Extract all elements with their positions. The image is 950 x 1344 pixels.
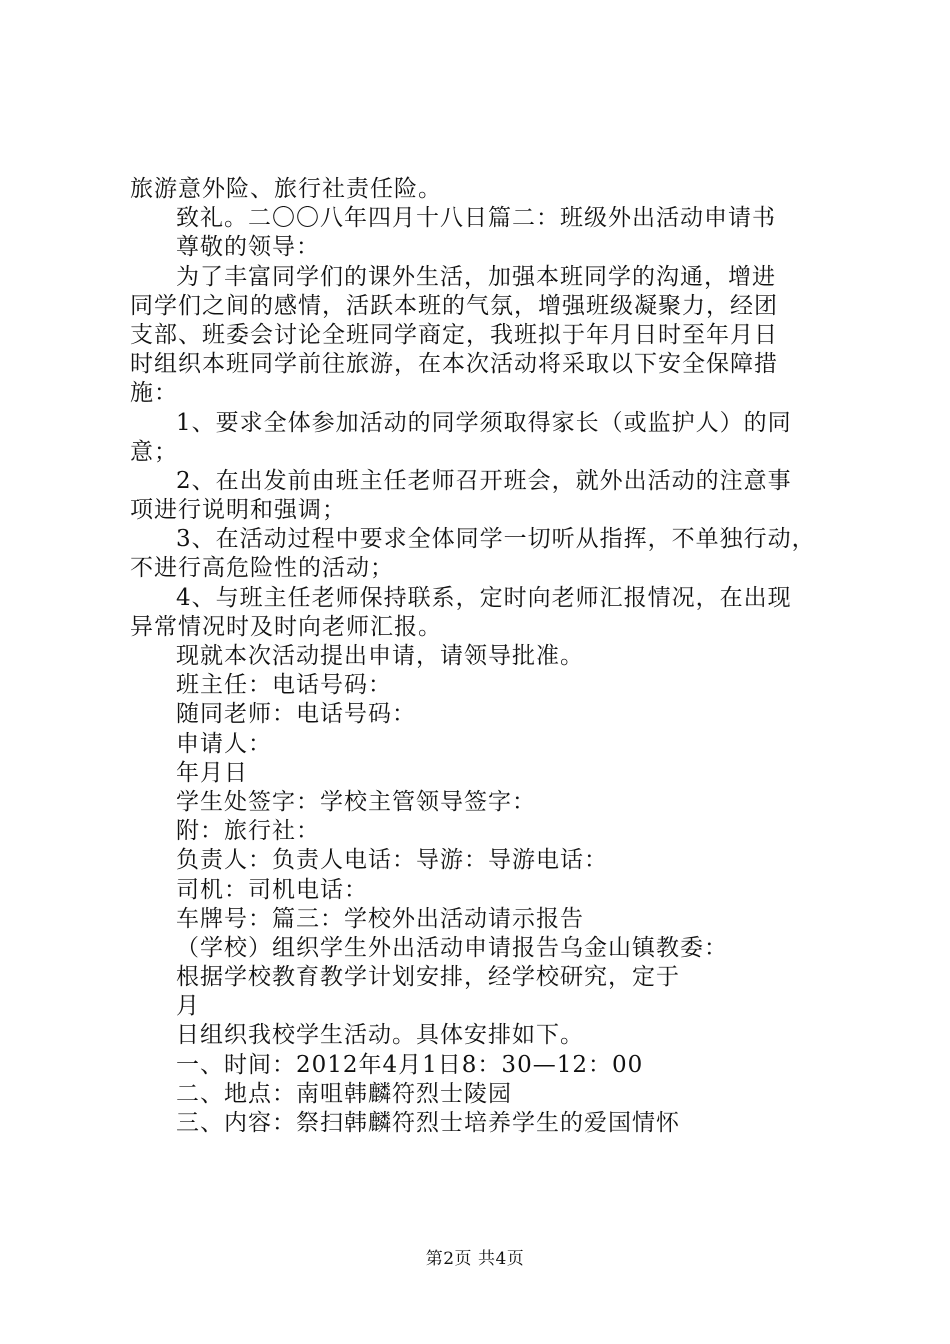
document-line: 三、内容：祭扫韩麟符烈士培养学生的爱国情怀 <box>176 1110 680 1136</box>
document-line: 班主任：电话号码： <box>176 672 392 699</box>
document-line: 学生处签字：学校主管领导签字： <box>176 788 536 815</box>
document-line: 随同老师：电话号码： <box>176 701 416 728</box>
document-line: 支部、班委会讨论全班同学商定，我班拟于年月日时至年月日 <box>130 321 778 348</box>
document-line: 旅游意外险、旅行社责任险。 <box>130 176 442 202</box>
document-line: 意； <box>130 438 178 465</box>
document-line: 现就本次活动提出申请，请领导批准。 <box>176 643 584 669</box>
document-body <box>130 175 830 1138</box>
document-line: 2、在出发前由班主任老师召开班会，就外出活动的注意事 <box>176 467 792 494</box>
document-line: 4、与班主任老师保持联系，定时向老师汇报情况，在出现 <box>176 584 792 611</box>
document-line: 负责人：负责人电话：导游：导游电话： <box>176 847 608 874</box>
document-line: 为了丰富同学们的课外生活，加强本班同学的沟通，增进 <box>176 263 776 290</box>
document-line: 根据学校教育教学计划安排，经学校研究，定于 <box>176 964 680 991</box>
document-line: 1、要求全体参加活动的同学须取得家长（或监护人）的同 <box>176 409 792 436</box>
document-line: 日组织我校学生活动。具体安排如下。 <box>176 1022 584 1049</box>
document-line: 项进行说明和强调； <box>130 497 346 524</box>
document-line: （学校）组织学生外出活动申请报告乌金山镇教委： <box>176 934 728 961</box>
document-line: 月 <box>176 993 200 1020</box>
document-line: 二、地点：南咀韩麟符烈士陵园 <box>176 1080 512 1107</box>
document-line: 时组织本班同学前往旅游，在本次活动将采取以下安全保障措 <box>130 351 778 378</box>
document-line: 申请人： <box>176 730 272 757</box>
document-line: 一、时间：2012年4月1日8：30—12：00 <box>176 1051 644 1078</box>
document-line: 司机：司机电话： <box>176 876 368 903</box>
document-line: 附：旅行社： <box>176 818 320 845</box>
page-footer: 第2页 共4页 <box>425 1249 525 1269</box>
document-line: 3、在活动过程中要求全体同学一切听从指挥，不单独行动， <box>176 526 816 553</box>
document-line: 年月日 <box>176 759 248 786</box>
document-line: 尊敬的领导： <box>176 234 320 261</box>
document-line: 异常情况时及时向老师汇报。 <box>130 613 442 640</box>
document-line: 车牌号：篇三：学校外出活动请示报告 <box>176 905 584 932</box>
document-line: 同学们之间的感情，活跃本班的气氛，增强班级凝聚力，经团 <box>130 292 778 319</box>
document-line: 不进行高危险性的活动； <box>130 555 394 582</box>
document-line: 致礼。二〇〇八年四月十八日篇二：班级外出活动申请书 <box>176 205 776 232</box>
document-line: 施： <box>130 380 178 407</box>
